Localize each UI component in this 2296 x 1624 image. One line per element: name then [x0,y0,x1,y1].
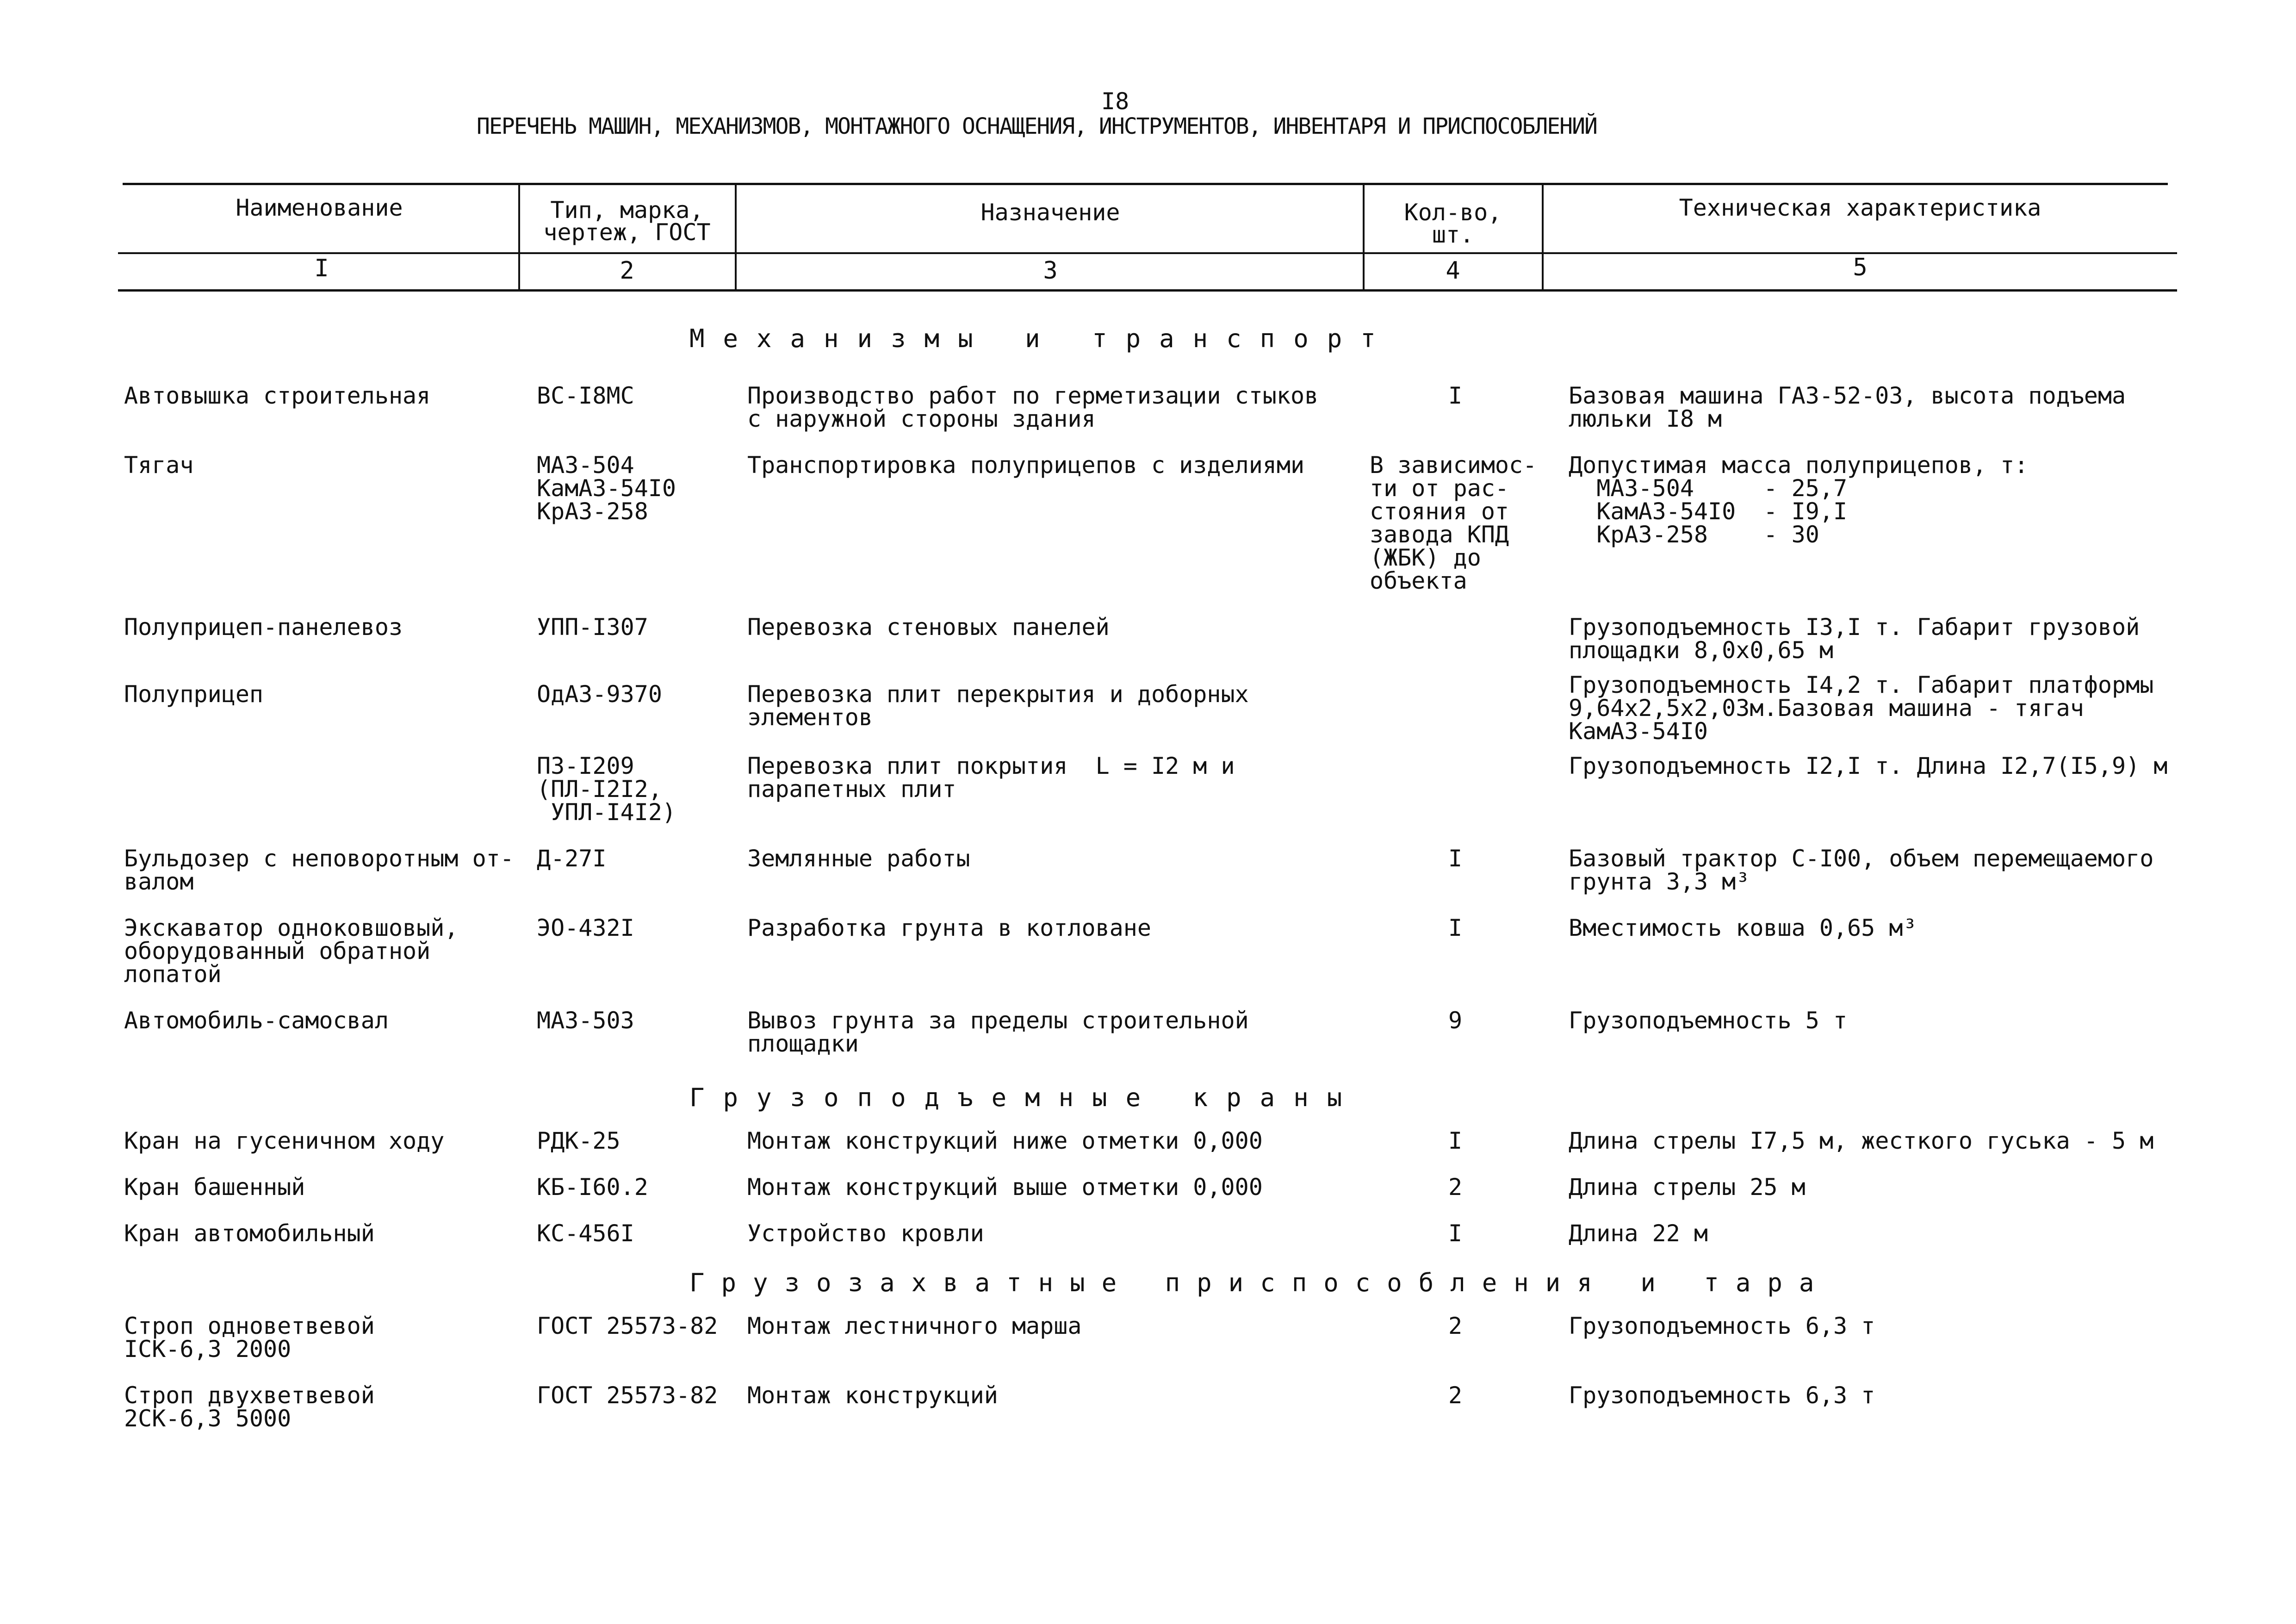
header-bottom-rule [118,289,2177,292]
header-name: Наименование [236,194,403,221]
row-spec: Длина 22 м [1569,1220,1708,1247]
row-purpose: Землянные работы [747,845,970,872]
row-qty: I [1448,845,1463,872]
header-qty: Кол-во, шт. [1404,199,1502,248]
row-spec: Грузоподъемность I2,I т. Длина I2,7(I5,9) м [1569,753,2168,779]
row-name: Автовышка строительная [124,382,431,409]
row-purpose: Производство работ по герметизации стыков с наружной стороны здания [747,382,1319,432]
row-qty: В зависимос- ти от рас- стояния от завода КПД (ЖБК) до объекта [1370,452,1537,594]
header-divider-2 [735,185,737,292]
row-type: Д-27I [537,845,607,872]
row-name: Кран на гусеничном ходу [124,1127,445,1154]
row-qty: I [1448,915,1463,941]
header-type: Тип, марка, чертеж, ГОСТ [543,197,711,246]
row-name: Строп одноветвевой IСК-6,3 2000 [124,1313,375,1363]
row-purpose: Монтаж конструкций выше отметки 0,000 [747,1174,1263,1201]
row-purpose: Перевозка стеновых панелей [747,614,1110,641]
row-type: ГОСТ 25573-82 [537,1382,718,1409]
row-type: УПП-I307 [537,614,648,641]
row-purpose: Перевозка плит покрытия L = I2 м и парапетных плит [747,753,1235,803]
row-type: ВС-I8МС [537,382,634,409]
row-type: ЭО-432I [537,915,634,941]
row-spec: Длина стрелы I7,5 м, жесткого гуська - 5 м [1569,1127,2154,1154]
row-purpose: Вывоз грунта за пределы строительной площадки [747,1007,1249,1057]
row-purpose: Монтаж лестничного марша [747,1313,1082,1339]
row-spec: Базовая машина ГАЗ-52-03, высота подъема люльки I8 м [1569,382,2126,432]
row-qty: I [1448,1127,1463,1154]
section-heading-cranes: Грузоподъемные краны [689,1083,1361,1112]
row-spec: Грузоподъемность I4,2 т. Габарит платформы 9,64х2,5х2,03м.Базовая машина - тягач КамАЗ-54I0 [1569,672,2154,745]
header-divider-1 [518,183,520,292]
row-type: МАЗ-503 [537,1007,634,1034]
row-spec: Допустимая масса полуприцепов, т: МАЗ-504 - 25,7 КамАЗ-54I0 - I9,I КрАЗ-258 - 30 [1569,452,2029,548]
row-purpose: Перевозка плит перекрытия и доборных элементов [747,681,1249,731]
row-qty: I [1448,382,1463,409]
row-name: Полуприцеп-панелевоз [124,614,403,641]
row-name: Кран автомобильный [124,1220,375,1247]
row-spec: Грузоподъемность 6,3 т [1569,1382,1875,1409]
row-name: Строп двухветвевой 2СК-6,3 5000 [124,1382,375,1432]
row-purpose: Разработка грунта в котловане [747,915,1151,941]
section-heading-mechanisms: Механизмы и транспорт [689,324,1394,353]
document-title: ПЕРЕЧЕНЬ МАШИН, МЕХАНИЗМОВ, МОНТАЖНОГО ОСНАЩЕНИЯ, ИНСТРУМЕНТОВ, ИНВЕНТАРЯ И ПРИСПОСОБЛЕНИЙ [477,113,1597,139]
row-type: КС-456I [537,1220,634,1247]
row-type: МАЗ-504 КамАЗ-54I0 КрАЗ-258 [537,452,676,525]
row-type: РДК-25 [537,1127,621,1154]
row-qty: 2 [1448,1174,1463,1201]
page-number: I8 [1101,88,1129,115]
row-name: Полуприцеп [124,681,264,708]
header-top-rule [123,183,2168,185]
column-number-4: 4 [1446,257,1460,285]
row-purpose: Монтаж конструкций [747,1382,998,1409]
row-name: Автомобиль-самосвал [124,1007,389,1034]
row-type: ОдАЗ-9370 [537,681,662,708]
header-spec: Техническая характеристика [1679,194,2042,221]
header-divider-3 [1363,185,1365,292]
column-number-3: 3 [1043,257,1058,285]
row-purpose: Монтаж конструкций ниже отметки 0,000 [747,1127,1263,1154]
section-heading-lifting-gear: Грузозахватные приспособления и тара [689,1268,1831,1297]
row-type: КБ-I60.2 [537,1174,648,1201]
row-spec: Вместимость ковша 0,65 м³ [1569,915,1917,941]
column-number-2: 2 [620,257,634,285]
header-divider-4 [1542,185,1544,292]
header-purpose: Назначение [980,199,1120,226]
row-qty: I [1448,1220,1463,1247]
row-spec: Базовый трактор С-I00, объем перемещаемого грунта 3,3 м³ [1569,845,2154,895]
row-name: Бульдозер с неповоротным от- валом [124,845,514,895]
row-type: ГОСТ 25573-82 [537,1313,718,1339]
row-name: Кран башенный [124,1174,305,1201]
row-name: Экскаватор одноковшовый, оборудованный обратной лопатой [124,915,459,988]
row-type: ПЗ-I209 (ПЛ-I2I2, УПЛ-I4I2) [537,753,676,826]
row-spec: Длина стрелы 25 м [1569,1174,1806,1201]
column-number-1: I [314,255,329,282]
row-qty: 9 [1448,1007,1463,1034]
row-name: Тягач [124,452,194,479]
column-number-5: 5 [1853,254,1868,281]
row-spec: Грузоподъемность 6,3 т [1569,1313,1875,1339]
row-spec: Грузоподъемность I3,I т. Габарит грузовой площадки 8,0х0,65 м [1569,614,2140,664]
row-qty: 2 [1448,1382,1463,1409]
row-spec: Грузоподъемность 5 т [1569,1007,1848,1034]
row-purpose: Транспортировка полуприцепов с изделиями [747,452,1305,479]
row-purpose: Устройство кровли [747,1220,984,1247]
row-qty: 2 [1448,1313,1463,1339]
